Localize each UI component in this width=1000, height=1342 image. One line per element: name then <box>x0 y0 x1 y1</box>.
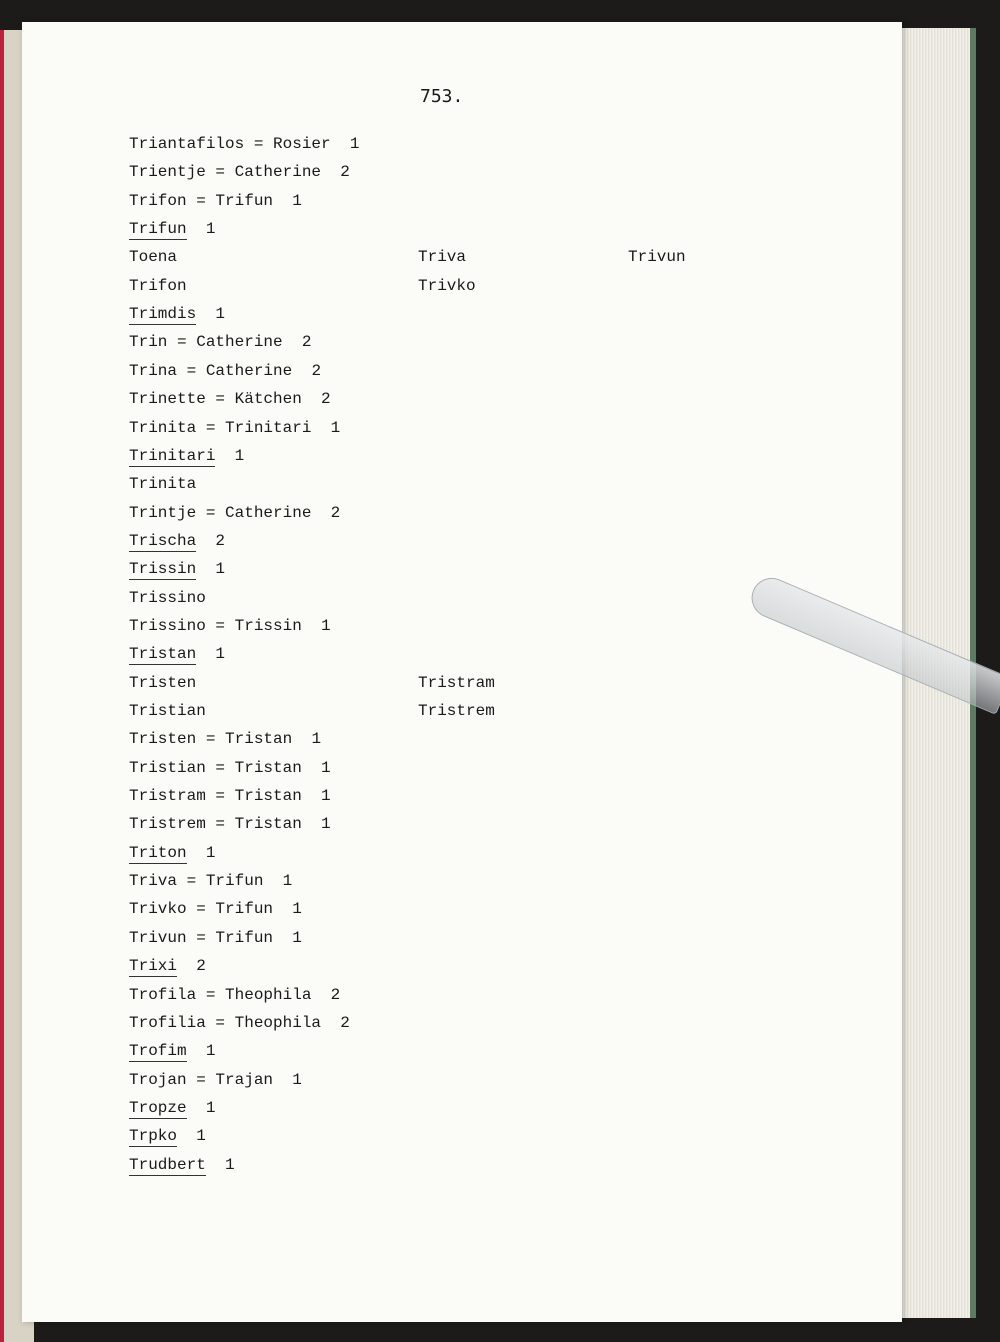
entry-name: Trofilia <box>129 1013 206 1032</box>
entry-row <box>129 361 321 381</box>
entry-row <box>129 843 215 863</box>
entry-row <box>129 418 340 438</box>
entry-reference: = Tristan 1 <box>205 787 331 806</box>
entry-reference: 1 <box>196 305 226 324</box>
side-entry: Trivko <box>418 276 476 295</box>
entry-row <box>129 219 215 239</box>
entry-reference: = Trinitari 1 <box>196 418 341 437</box>
entry-row <box>129 1041 215 1061</box>
entry-row <box>129 276 187 296</box>
side-entry: Tristram <box>418 673 495 692</box>
entry-row <box>129 729 321 749</box>
entry-row <box>129 616 331 636</box>
entry-name: Trissino <box>129 616 206 635</box>
entry-row <box>129 191 302 211</box>
entry-reference: = Catherine 2 <box>196 503 341 522</box>
entry-reference: 1 <box>186 843 216 862</box>
entry-name: Trina <box>129 361 178 380</box>
entry-name: Trivko <box>129 900 187 919</box>
entry-row <box>129 985 340 1005</box>
entry-row <box>129 1126 206 1146</box>
entry-row <box>129 588 206 608</box>
entry-name: Trissino <box>129 588 206 607</box>
entry-row <box>129 1155 235 1175</box>
entry-reference: 2 <box>196 531 226 550</box>
entry-row <box>129 956 206 976</box>
entry-row <box>129 1070 302 1090</box>
entry-name: Tristian <box>129 758 206 777</box>
entry-reference: 1 <box>205 1155 235 1174</box>
entry-row <box>129 446 244 466</box>
entry-row <box>129 899 302 919</box>
entry-reference: 1 <box>186 220 216 239</box>
entry-row <box>129 673 196 693</box>
entry-row <box>129 814 331 834</box>
entry-reference: = Tristan 1 <box>205 815 331 834</box>
entry-reference: = Trajan 1 <box>186 1070 302 1089</box>
entry-reference: = Trifun 1 <box>186 928 302 947</box>
entry-row <box>129 701 206 721</box>
entry-reference: 1 <box>196 645 226 664</box>
entry-name: Trinita <box>129 418 197 437</box>
entry-name: Trimdis <box>129 305 197 324</box>
entry-name: Trientje <box>129 163 206 182</box>
entry-name: Trivun <box>129 928 187 947</box>
entry-reference: = Catherine 2 <box>167 333 312 352</box>
entry-reference: = Trifun 1 <box>177 872 293 891</box>
entry-name: Trissin <box>129 560 197 579</box>
entry-name: Trudbert <box>129 1155 206 1174</box>
entry-name: Trin <box>129 333 168 352</box>
entry-name: Triantafilos <box>129 135 245 153</box>
entry-name: Tristen <box>129 673 197 692</box>
entry-name: Triton <box>129 843 187 862</box>
entry-reference: = Trifun 1 <box>186 900 302 919</box>
entry-reference: = Tristan 1 <box>205 758 331 777</box>
page-number: 753. <box>420 86 464 107</box>
entry-reference: = Rosier 1 <box>244 135 360 153</box>
entry-row <box>129 247 177 267</box>
entry-name: Trinita <box>129 475 197 494</box>
entry-name: Trifon <box>129 276 187 295</box>
entry-row <box>129 304 225 324</box>
entry-name: Trofila <box>129 985 197 1004</box>
entry-name: Triva <box>129 872 178 891</box>
entry-reference: 2 <box>177 957 206 976</box>
entry-name: Tristan <box>129 645 197 664</box>
entry-reference: 1 <box>196 560 226 579</box>
entry-reference: 1 <box>186 1042 216 1061</box>
entry-reference: = Catherine 2 <box>205 163 350 182</box>
entry-row <box>129 644 225 664</box>
entry-name: Trinette <box>129 390 206 409</box>
entry-row <box>129 134 359 154</box>
entry-name: Tristen <box>129 730 197 749</box>
entry-row <box>129 474 196 494</box>
entry-row <box>129 162 350 182</box>
entry-row <box>129 503 340 523</box>
entry-reference: 1 <box>177 1127 206 1146</box>
entry-reference: = Kätchen 2 <box>205 390 331 409</box>
entry-row <box>129 559 225 579</box>
entry-name: Trofim <box>129 1042 187 1061</box>
entry-reference: = Theophila 2 <box>205 1013 350 1032</box>
entry-name: Trifon <box>129 191 187 210</box>
entry-row <box>129 389 331 409</box>
entry-row <box>129 928 302 948</box>
entry-name: Tristram <box>129 787 206 806</box>
entry-row <box>129 1098 215 1118</box>
entry-name: Trpko <box>129 1127 178 1146</box>
side-entry: Trivun <box>628 248 686 267</box>
entry-reference: = Tristan 1 <box>196 730 322 749</box>
entry-reference: = Trissin 1 <box>205 616 331 635</box>
entry-name: Tropze <box>129 1098 187 1117</box>
entry-row <box>129 786 331 806</box>
entry-reference: = Theophila 2 <box>196 985 341 1004</box>
entry-reference: = Trifun 1 <box>186 191 302 210</box>
entry-name: Trixi <box>129 957 178 976</box>
entry-name: Toena <box>129 248 178 267</box>
entry-row <box>129 332 311 352</box>
entry-name: Trifun <box>129 220 187 239</box>
entry-reference: 1 <box>215 446 245 465</box>
entry-name: Tristian <box>129 702 206 720</box>
entry-name: Trojan <box>129 1070 187 1089</box>
entry-row <box>129 1013 350 1033</box>
side-entry: Triva <box>418 248 467 267</box>
entry-name: Tristrem <box>129 815 206 834</box>
entry-reference: = Catherine 2 <box>177 361 322 380</box>
entry-row <box>129 871 292 891</box>
entry-row <box>129 531 225 551</box>
entry-name: Trintje <box>129 503 197 522</box>
entry-name: Trischa <box>129 531 197 550</box>
side-entry: Tristrem <box>418 702 495 720</box>
entry-row <box>129 758 331 778</box>
entry-name: Trinitari <box>129 446 216 465</box>
entry-reference: 1 <box>186 1098 216 1117</box>
document-page <box>22 22 902 1322</box>
